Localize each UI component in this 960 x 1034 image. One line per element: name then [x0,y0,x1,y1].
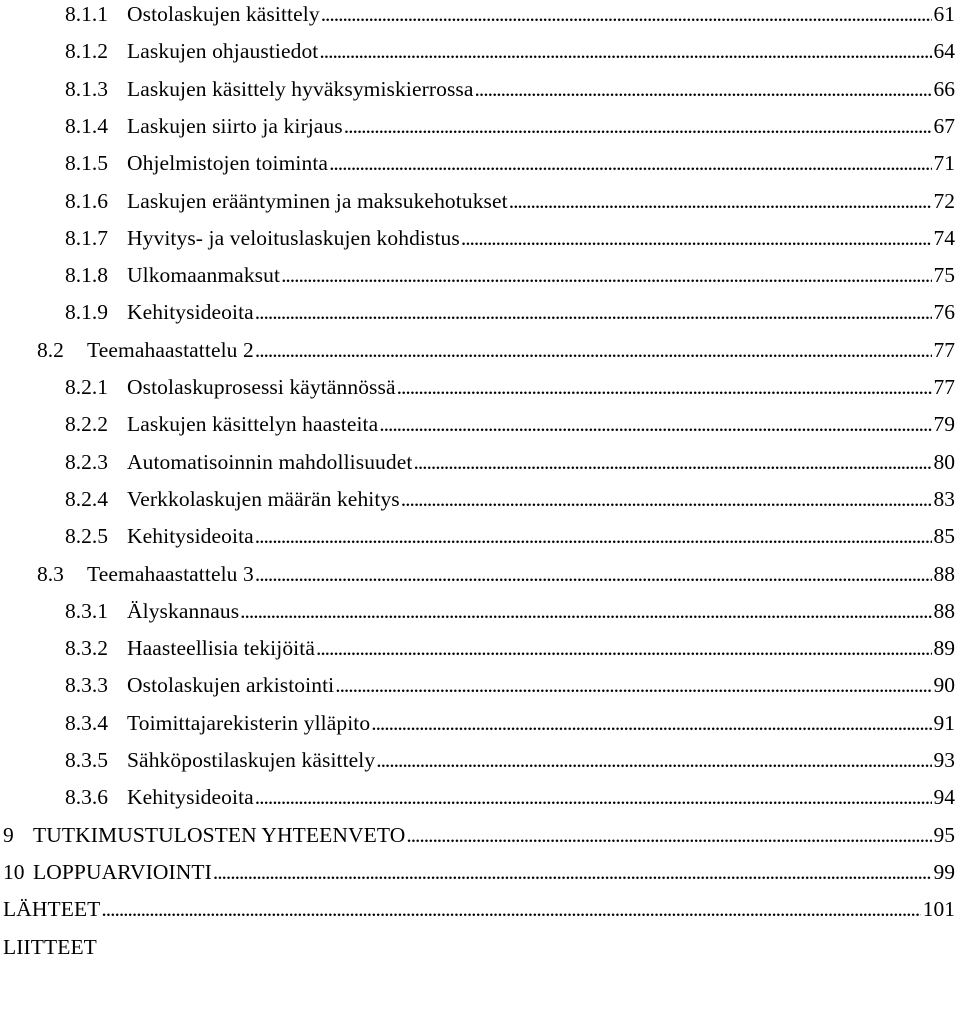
toc-entry-number: 8.3.5 [65,748,108,772]
toc-entry-title: LOPPUARVIOINTI [33,859,212,884]
toc-dot-leader [281,257,931,293]
toc-entry[interactable] [65,145,955,181]
toc-entry[interactable] [37,556,955,592]
toc-entry-title: Hyvitys- ja veloituslaskujen kohdistus [127,225,460,250]
toc-entry[interactable] [65,481,955,517]
toc-entry[interactable] [65,667,955,703]
toc-dot-leader [371,705,931,741]
toc-entry-number: 8.3 [37,561,64,586]
toc-entry-page: 72 [933,188,955,213]
toc-entry-number: 8.3.3 [65,673,108,698]
toc-entry-title: Automatisoinnin mahdollisuudet [127,449,413,474]
toc-entry-number: 8.3.1 [65,598,108,623]
toc-entry-number: 8.2.5 [65,524,108,549]
toc-entry-number: 8.2.4 [65,486,108,511]
toc-entry-title: Haasteellisia tekijöitä [127,636,315,661]
toc-entry-number: 8.1.8 [65,263,108,288]
toc-entry-page: 99 [933,859,955,884]
toc-entry-number: 8.1.6 [65,188,108,213]
toc-entry-number: 8.1.3 [65,76,108,101]
toc-entry-page: 90 [933,673,955,698]
toc-entry-number: 8.2.2 [65,412,108,437]
toc-entry-page: 88 [933,561,955,586]
toc-entry-number: 8.1.5 [65,151,108,176]
toc-dot-leader [461,220,932,256]
toc-entry[interactable] [65,71,955,107]
toc-entry-title: Ohjelmistojen toiminta [127,151,329,176]
toc-entry-title: TUTKIMUSTULOSTEN YHTEENVETO [33,822,406,847]
toc-entry[interactable] [65,779,955,815]
toc-dot-leader [406,817,931,853]
toc-entry-number: 9 [3,822,14,847]
toc-entry[interactable] [65,705,955,741]
toc-dot-leader [240,593,931,629]
toc-entry-page: 75 [933,263,955,288]
toc-dot-leader [376,742,931,778]
toc-entry-number: 8.1.1 [65,2,108,26]
toc-entry-title: Laskujen käsittely hyväksymiskierrossa [127,76,474,101]
toc-entry-number: 10 [3,859,25,884]
toc-dot-leader [413,444,931,480]
toc-entry-title: LIITTEET [3,934,97,959]
toc-entry[interactable] [65,220,955,256]
toc-entry-title: Kehitysideoita [127,785,254,810]
toc-entry[interactable] [65,108,955,144]
toc-entry-page: 77 [933,375,955,399]
toc-dot-leader [335,667,931,703]
toc-entry-title: Laskujen käsittelyn haasteita [127,412,379,437]
toc-entry[interactable] [65,593,955,629]
toc-entry-number: 8.2.1 [65,375,108,399]
toc-entry-page: 76 [933,300,955,325]
toc-dot-leader [329,145,931,181]
toc-entry-page: 80 [933,449,955,474]
toc-entry-title: Kehitysideoita [127,524,254,549]
toc-dot-leader [509,183,932,219]
toc-dot-leader [101,891,920,927]
toc-entry[interactable] [65,33,955,69]
toc-entry[interactable] [65,0,955,32]
toc-entry-page: 83 [933,486,955,511]
toc-entry[interactable] [65,183,955,219]
toc-entry[interactable] [65,294,955,330]
toc-dot-leader [255,556,932,592]
toc-entry-page: 91 [933,710,955,735]
toc-entry-page: 64 [933,39,955,64]
toc-dot-leader [255,294,932,330]
toc-dot-leader [401,481,932,517]
toc-entry-number: 8.1.2 [65,39,108,64]
toc-entry-title: Sähköpostilaskujen käsittely [127,748,376,772]
toc-entry-title: Laskujen siirto ja kirjaus [127,113,343,138]
toc-entry-page: 61 [933,2,955,26]
toc-dot-leader [344,108,932,144]
toc-entry-page: 85 [933,524,955,549]
toc-entry-title: Teemahaastattelu 3 [87,561,254,586]
toc-entry[interactable] [37,332,955,368]
toc-entry-page: 89 [933,636,955,661]
toc-entry-number: 8.1.7 [65,225,108,250]
toc-entry[interactable] [3,854,955,890]
toc-entry-page: 101 [922,897,955,922]
toc-entry[interactable] [65,630,955,666]
toc-entry-number: 8.2 [37,337,64,362]
toc-dot-leader [255,332,932,368]
toc-entry-page: 67 [933,113,955,138]
toc-entry[interactable] [65,369,955,405]
toc-entry[interactable] [65,444,955,480]
toc-entry-number: 8.3.6 [65,785,108,810]
toc-dot-leader [319,33,931,69]
toc-entry-title: Kehitysideoita [127,300,254,325]
toc-entry-number: 8.3.2 [65,636,108,661]
toc-entry-title: Laskujen ohjaustiedot [127,39,319,64]
toc-entry-title: Ostolaskuprosessi käytännössä [127,375,396,399]
toc-dot-leader [397,369,932,405]
toc-entry[interactable] [65,257,955,293]
toc-entry-page: 95 [933,822,955,847]
toc-entry-page: 79 [933,412,955,437]
toc-entry-title: LÄHTEET [3,897,101,922]
toc-entry-number: 8.1.9 [65,300,108,325]
toc-entry-number: 8.1.4 [65,113,108,138]
toc-entry-page: 74 [933,225,955,250]
toc-entry-number: 8.3.4 [65,710,108,735]
toc-dot-leader [255,518,932,554]
toc-entry-title: Verkkolaskujen määrän kehitys [127,486,400,511]
toc-entry[interactable] [65,518,955,554]
toc-entry-page: 77 [933,337,955,362]
toc-entry[interactable] [3,817,955,853]
toc-entry-page: 94 [933,785,955,810]
toc-entry[interactable] [3,891,955,927]
toc-dot-leader [255,779,932,815]
toc-entry-title: Ulkomaanmaksut [127,263,281,288]
toc-entry-title: Älyskannaus [127,598,240,623]
toc-entry[interactable] [3,929,955,965]
toc-entry-page: 88 [933,598,955,623]
toc-entry-title: Ostolaskujen arkistointi [127,673,335,698]
toc-entry-title: Toimittajarekisterin ylläpito [127,710,371,735]
toc-entry[interactable] [65,406,955,442]
toc-entry-number: 8.2.3 [65,449,108,474]
toc-entry[interactable] [65,742,955,778]
toc-dot-leader [475,71,932,107]
toc-dot-leader [321,0,932,32]
toc-dot-leader [213,854,932,890]
toc-entry-title: Teemahaastattelu 2 [87,337,254,362]
toc-entry-page: 66 [933,76,955,101]
toc-entry-page: 93 [933,748,955,772]
toc-dot-leader [316,630,932,666]
toc-dot-leader [379,406,931,442]
toc-entry-title: Laskujen erääntyminen ja maksukehotukset [127,188,508,213]
toc-entry-title: Ostolaskujen käsittely [127,2,320,26]
toc-entry-page: 71 [933,151,955,176]
